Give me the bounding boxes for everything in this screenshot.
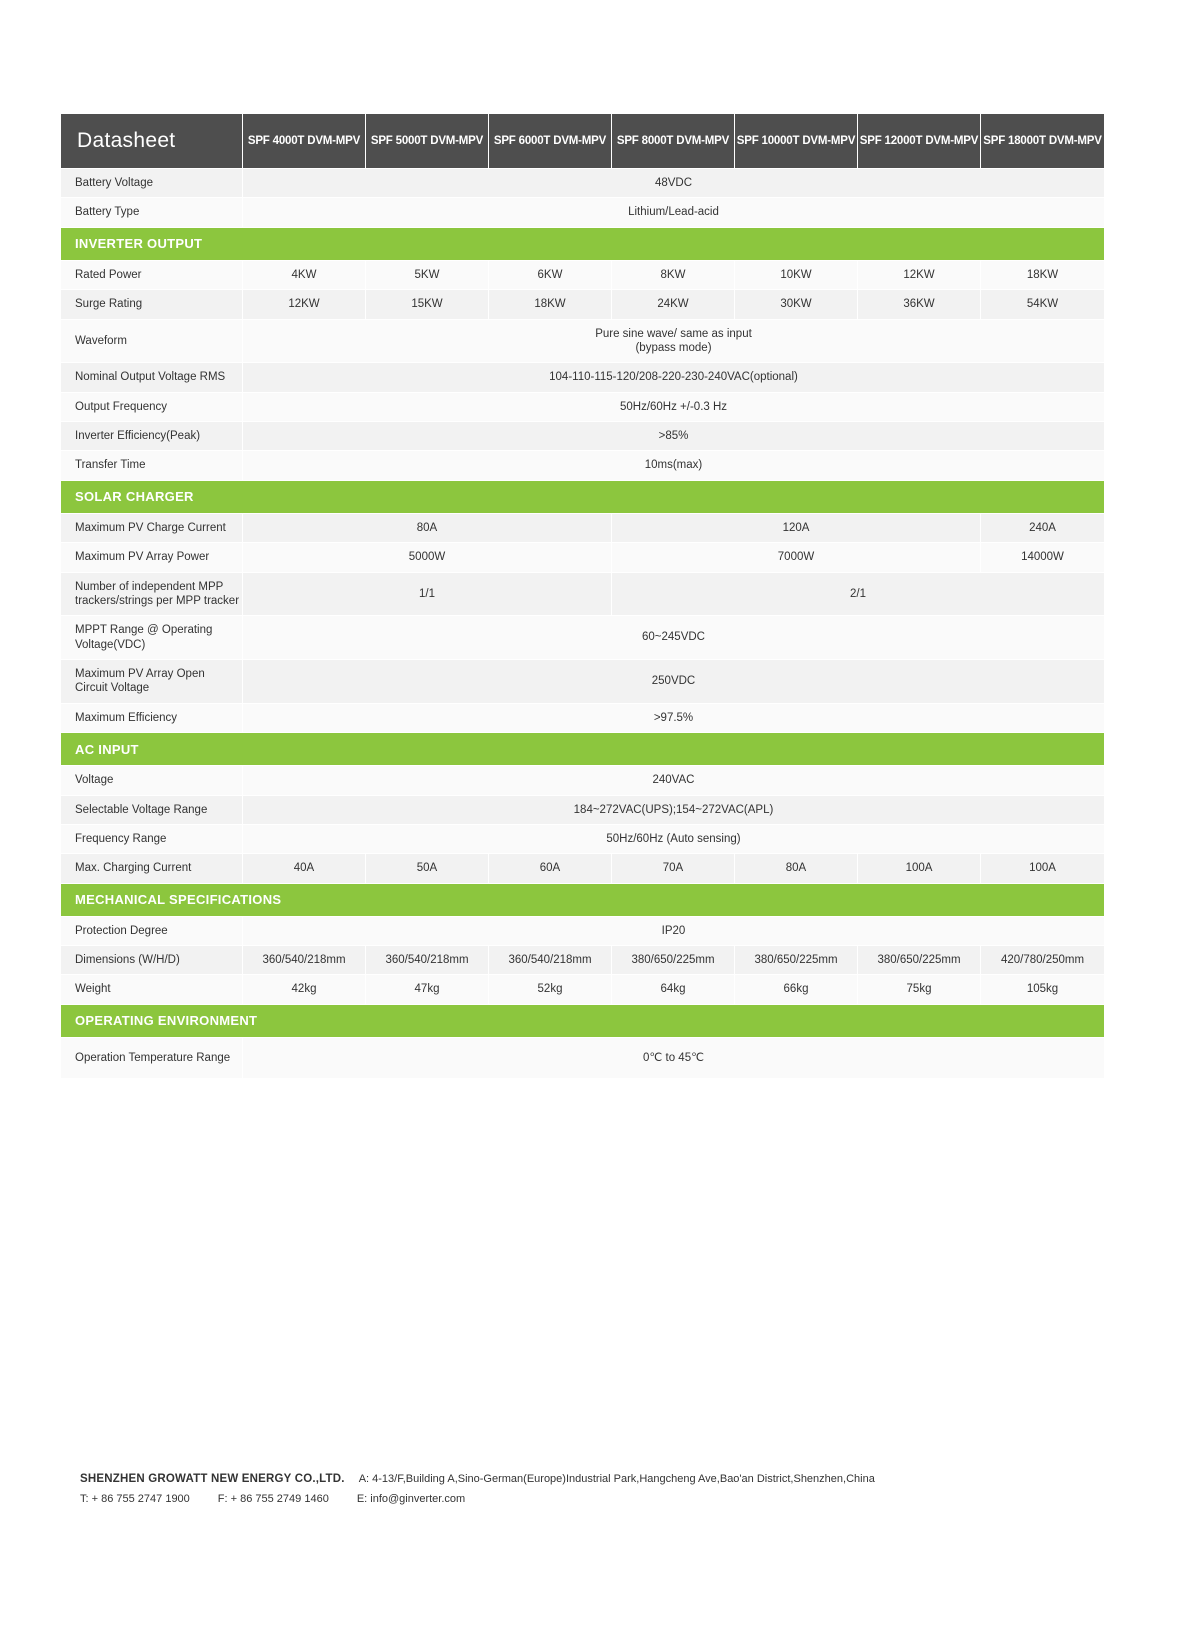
section-header-mechanical: [61, 883, 1105, 916]
waveform-value: [243, 319, 1105, 363]
open-circuit-voltage-label-line1: Maximum PV Array Open: [75, 668, 205, 680]
max-charging-current-label: Max. Charging Current: [61, 854, 243, 883]
rated-power-3: 6KW: [489, 260, 612, 289]
mppt-range-label-line1: MPPT Range @ Operating: [75, 624, 213, 637]
output-frequency-label: Output Frequency: [61, 392, 243, 421]
footer-telephone: T: + 86 755 2747 1900: [80, 1492, 190, 1505]
max-charging-current-5: 80A: [735, 854, 858, 883]
mpp-trackers-label-line1: Number of independent MPP: [75, 580, 224, 593]
selectable-voltage-range-value: 184~272VAC(UPS);154~272VAC(APL): [243, 795, 1105, 824]
table-row: [61, 795, 1105, 824]
max-pv-array-power-3: 14000W: [981, 543, 1105, 572]
max-pv-array-power-label: Maximum PV Array Power: [61, 543, 243, 572]
dimensions-1: 360/540/218mm: [243, 946, 366, 975]
section-header-ac-input: [61, 733, 1105, 766]
max-pv-charge-current-1: 80A: [243, 513, 612, 542]
table-row: [61, 824, 1105, 853]
max-pv-array-power-2: 7000W: [612, 543, 981, 572]
dimensions-2: 360/540/218mm: [366, 946, 489, 975]
table-row: [61, 703, 1105, 732]
weight-3: 52kg: [489, 975, 612, 1004]
page-footer: [80, 1470, 1120, 1508]
surge-rating-6: 36KW: [858, 290, 981, 319]
section-header-inverter-output: [61, 227, 1105, 260]
max-efficiency-label: Maximum Efficiency: [61, 703, 243, 732]
model-header-4: SPF 8000T DVM-MPV: [612, 114, 735, 169]
model-header-3: SPF 6000T DVM-MPV: [489, 114, 612, 169]
max-pv-charge-current-2: 120A: [612, 513, 981, 542]
rated-power-7: 18KW: [981, 260, 1105, 289]
dimensions-3: 360/540/218mm: [489, 946, 612, 975]
mppt-range-label-line2: Voltage(VDC): [75, 638, 146, 651]
output-frequency-value: 50Hz/60Hz +/-0.3 Hz: [243, 392, 1105, 421]
mppt-range-value: 60~245VDC: [243, 616, 1105, 660]
surge-rating-2: 15KW: [366, 290, 489, 319]
table-row: [61, 572, 1105, 616]
max-charging-current-2: 50A: [366, 854, 489, 883]
rated-power-4: 8KW: [612, 260, 735, 289]
weight-1: 42kg: [243, 975, 366, 1004]
mpp-trackers-2: 2/1: [612, 572, 1105, 616]
section-title-solar-charger: SOLAR CHARGER: [61, 480, 1105, 513]
open-circuit-voltage-label-line2: Circuit Voltage: [75, 682, 150, 695]
max-pv-array-power-1: 5000W: [243, 543, 612, 572]
footer-company-name: SHENZHEN GROWATT NEW ENERGY CO.,LTD.: [80, 1473, 345, 1485]
max-charging-current-4: 70A: [612, 854, 735, 883]
transfer-time-value: 10ms(max): [243, 451, 1105, 480]
max-pv-charge-current-label: Maximum PV Charge Current: [61, 513, 243, 542]
open-circuit-voltage-value: 250VDC: [243, 660, 1105, 704]
inverter-efficiency-value: >85%: [243, 422, 1105, 451]
model-header-7: SPF 18000T DVM-MPV: [981, 114, 1105, 169]
mpp-trackers-1: 1/1: [243, 572, 612, 616]
mpp-trackers-label: [61, 572, 243, 616]
table-row: [61, 916, 1105, 945]
table-row: [61, 854, 1105, 883]
model-header-2: SPF 5000T DVM-MPV: [366, 114, 489, 169]
dimensions-5: 380/650/225mm: [735, 946, 858, 975]
table-row: [61, 766, 1105, 795]
nominal-output-voltage-label: Nominal Output Voltage RMS: [61, 363, 243, 392]
waveform-label: Waveform: [61, 319, 243, 363]
model-header-5: SPF 10000T DVM-MPV: [735, 114, 858, 169]
battery-type-label: Battery Type: [61, 198, 243, 227]
table-row: [61, 169, 1105, 198]
frequency-range-label: Frequency Range: [61, 824, 243, 853]
waveform-value-line1: Pure sine wave/ same as input: [595, 327, 752, 340]
operation-temperature-value: 0℃ to 45℃: [243, 1037, 1105, 1078]
open-circuit-voltage-label: [61, 660, 243, 704]
table-row: [61, 660, 1105, 704]
frequency-range-value: 50Hz/60Hz (Auto sensing): [243, 824, 1105, 853]
datasheet-table-wrapper: [60, 113, 1104, 1079]
table-row: [61, 543, 1105, 572]
table-row: [61, 946, 1105, 975]
specifications-table: [60, 113, 1105, 1079]
footer-line-2: [80, 1490, 1120, 1509]
weight-6: 75kg: [858, 975, 981, 1004]
nominal-output-voltage-value: 104-110-115-120/208-220-230-240VAC(optional): [243, 363, 1105, 392]
table-row: [61, 290, 1105, 319]
dimensions-4: 380/650/225mm: [612, 946, 735, 975]
section-header-solar-charger: [61, 480, 1105, 513]
battery-type-value: Lithium/Lead-acid: [243, 198, 1105, 227]
model-header-6: SPF 12000T DVM-MPV: [858, 114, 981, 169]
dimensions-label: Dimensions (W/H/D): [61, 946, 243, 975]
table-row: [61, 392, 1105, 421]
table-row: [61, 363, 1105, 392]
section-header-operating-environment: [61, 1004, 1105, 1037]
table-row: [61, 422, 1105, 451]
battery-voltage-label: Battery Voltage: [61, 169, 243, 198]
weight-2: 47kg: [366, 975, 489, 1004]
dimensions-7: 420/780/250mm: [981, 946, 1105, 975]
section-title-mechanical: MECHANICAL SPECIFICATIONS: [61, 883, 1105, 916]
footer-line-1: [80, 1470, 1120, 1490]
footer-address: A: 4-13/F,Building A,Sino-German(Europe)Industrial Park,Hangcheng Ave,Bao'an District,Shenzhen,China: [358, 1473, 875, 1485]
rated-power-label: Rated Power: [61, 260, 243, 289]
table-row: [61, 975, 1105, 1004]
max-charging-current-3: 60A: [489, 854, 612, 883]
table-row: [61, 616, 1105, 660]
table-row: [61, 1037, 1105, 1078]
surge-rating-label: Surge Rating: [61, 290, 243, 319]
inverter-efficiency-label: Inverter Efficiency(Peak): [61, 422, 243, 451]
rated-power-1: 4KW: [243, 260, 366, 289]
weight-5: 66kg: [735, 975, 858, 1004]
max-efficiency-value: >97.5%: [243, 703, 1105, 732]
table-row: [61, 319, 1105, 363]
section-title-operating-environment: OPERATING ENVIRONMENT: [61, 1004, 1105, 1037]
surge-rating-7: 54KW: [981, 290, 1105, 319]
protection-degree-value: IP20: [243, 916, 1105, 945]
selectable-voltage-range-label: Selectable Voltage Range: [61, 795, 243, 824]
max-pv-charge-current-3: 240A: [981, 513, 1105, 542]
weight-label: Weight: [61, 975, 243, 1004]
surge-rating-5: 30KW: [735, 290, 858, 319]
rated-power-6: 12KW: [858, 260, 981, 289]
weight-4: 64kg: [612, 975, 735, 1004]
section-title-ac-input: AC INPUT: [61, 733, 1105, 766]
rated-power-5: 10KW: [735, 260, 858, 289]
surge-rating-4: 24KW: [612, 290, 735, 319]
ac-voltage-label: Voltage: [61, 766, 243, 795]
battery-voltage-value: 48VDC: [243, 169, 1105, 198]
model-header-1: SPF 4000T DVM-MPV: [243, 114, 366, 169]
max-charging-current-6: 100A: [858, 854, 981, 883]
mppt-range-label: [61, 616, 243, 660]
table-row: [61, 451, 1105, 480]
max-charging-current-1: 40A: [243, 854, 366, 883]
section-title-inverter-output: INVERTER OUTPUT: [61, 227, 1105, 260]
mpp-trackers-label-line2: trackers/strings per MPP tracker: [75, 594, 240, 607]
datasheet-title: Datasheet: [61, 114, 243, 169]
footer-email[interactable]: E: info@ginverter.com: [356, 1492, 466, 1505]
operation-temperature-label: Operation Temperature Range: [61, 1037, 243, 1078]
surge-rating-3: 18KW: [489, 290, 612, 319]
table-header-row: [61, 114, 1105, 169]
protection-degree-label: Protection Degree: [61, 916, 243, 945]
surge-rating-1: 12KW: [243, 290, 366, 319]
weight-7: 105kg: [981, 975, 1105, 1004]
max-charging-current-7: 100A: [981, 854, 1105, 883]
table-row: [61, 198, 1105, 227]
table-row: [61, 513, 1105, 542]
table-row: [61, 260, 1105, 289]
ac-voltage-value: 240VAC: [243, 766, 1105, 795]
rated-power-2: 5KW: [366, 260, 489, 289]
dimensions-6: 380/650/225mm: [858, 946, 981, 975]
waveform-value-line2: (bypass mode): [635, 341, 712, 354]
footer-fax: F: + 86 755 2749 1460: [217, 1492, 329, 1505]
transfer-time-label: Transfer Time: [61, 451, 243, 480]
